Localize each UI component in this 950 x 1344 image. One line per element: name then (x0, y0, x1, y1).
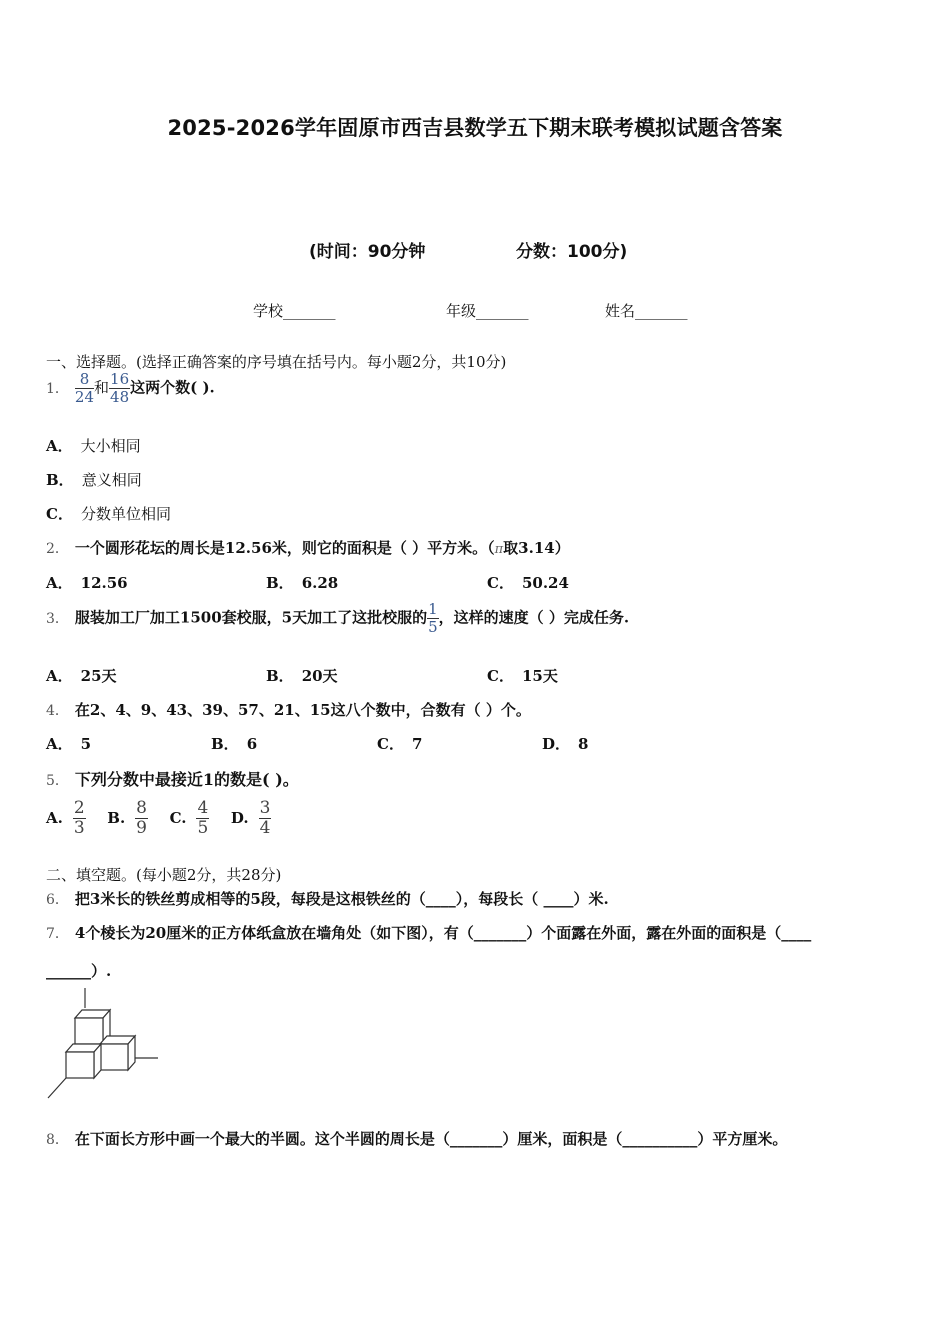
name-field: 姓名_______ (605, 302, 688, 320)
cube-bottom-left (66, 1044, 101, 1078)
grade-field: 年级_______ (446, 302, 529, 320)
option-d[interactable]: D. $\frac{3}{4}$ (230, 798, 271, 838)
question-number: 1． (46, 380, 69, 397)
fraction-1-5: $\frac{1}{5}$ (428, 600, 438, 636)
option-b[interactable]: B． 6.28 (266, 574, 339, 592)
question-7-continued: ______）. (46, 962, 112, 980)
section-1-heading: 一、选择题。(选择正确答案的序号填在括号内。每小题2分，共10分) (46, 353, 507, 371)
option-c[interactable]: C． 7 (377, 735, 423, 753)
fraction-8-24: $\frac{8}{24}$ (74, 370, 95, 406)
option-c[interactable]: C. $\frac{4}{5}$ (169, 798, 209, 838)
pi-symbol: π (494, 542, 504, 557)
option-a[interactable]: A. $\frac{2}{3}$ (46, 798, 85, 838)
question-2: 2． 一个圆形花坛的周长是12.56米，则它的面积是（ ）平方米。（π取3.14） (46, 539, 570, 557)
question-1: 1． $\frac{8}{24}$ 和 $\frac{16}{48}$ 这两个数( ). (46, 370, 215, 406)
time-label: (时间：90分钟 (309, 242, 426, 262)
question-8: 8． 在下面长方形中画一个最大的半圆。这个半圆的周长是（_______）厘米，面积是（__________）平方厘米。 (46, 1130, 788, 1148)
question-4: 4． 在2、4、9、43、39、57、21、15这八个数中，合数有（ ）个。 (46, 701, 531, 719)
fraction-4-5: $\frac{4}{5}$ (197, 798, 209, 838)
fraction-16-48: $\frac{16}{48}$ (110, 370, 130, 406)
question-3: 3． 服装加工厂加工1500套校服，5天加工了这批校服的 $\frac{1}{5}$ ，这样的速度（ ）完成任务. (46, 600, 630, 636)
option-c[interactable]: C． 分数单位相同 (46, 505, 171, 523)
option-a[interactable]: A． 12.56 (46, 574, 128, 592)
option-d[interactable]: D． 8 (542, 735, 589, 753)
option-b[interactable]: B． 20天 (266, 667, 338, 685)
fraction-2-3: $\frac{2}{3}$ (73, 798, 85, 838)
floor-diagonal-line (48, 1078, 66, 1098)
cubes-in-corner-figure (44, 986, 164, 1101)
option-b[interactable]: B． 意义相同 (46, 471, 142, 489)
question-5-options (46, 800, 271, 837)
page-title: 2025-2026学年固原市西吉县数学五下期末联考模拟试题含答案 (167, 116, 783, 140)
score-label: 分数：100分) (516, 242, 628, 262)
option-a[interactable]: A． 5 (46, 735, 92, 753)
question-7: 7． 4个棱长为20厘米的正方体纸盒放在墙角处（如下图），有（_______）个面露在外面，露在外面的面积是（____ (46, 924, 812, 942)
option-b[interactable]: B. $\frac{8}{9}$ (107, 798, 147, 838)
section-2-heading: 二、填空题。(每小题2分，共28分) (46, 866, 282, 884)
school-field: 学校_______ (253, 302, 336, 320)
cube-bottom-right (100, 1036, 135, 1070)
option-c[interactable]: C． 15天 (487, 667, 558, 685)
option-a[interactable]: A． 25天 (46, 667, 117, 685)
option-a[interactable]: A． 大小相同 (46, 437, 141, 455)
option-b[interactable]: B． 6 (211, 735, 258, 753)
option-c[interactable]: C． 50.24 (487, 574, 569, 592)
question-5: 5． 下列分数中最接近1的数是( )。 (46, 770, 299, 789)
fraction-3-4: $\frac{3}{4}$ (259, 798, 271, 838)
question-6: 6． 把3米长的铁丝剪成相等的5段，每段是这根铁丝的（____），每段长（ ____）米. (46, 890, 609, 908)
fraction-8-9: $\frac{8}{9}$ (136, 798, 147, 838)
